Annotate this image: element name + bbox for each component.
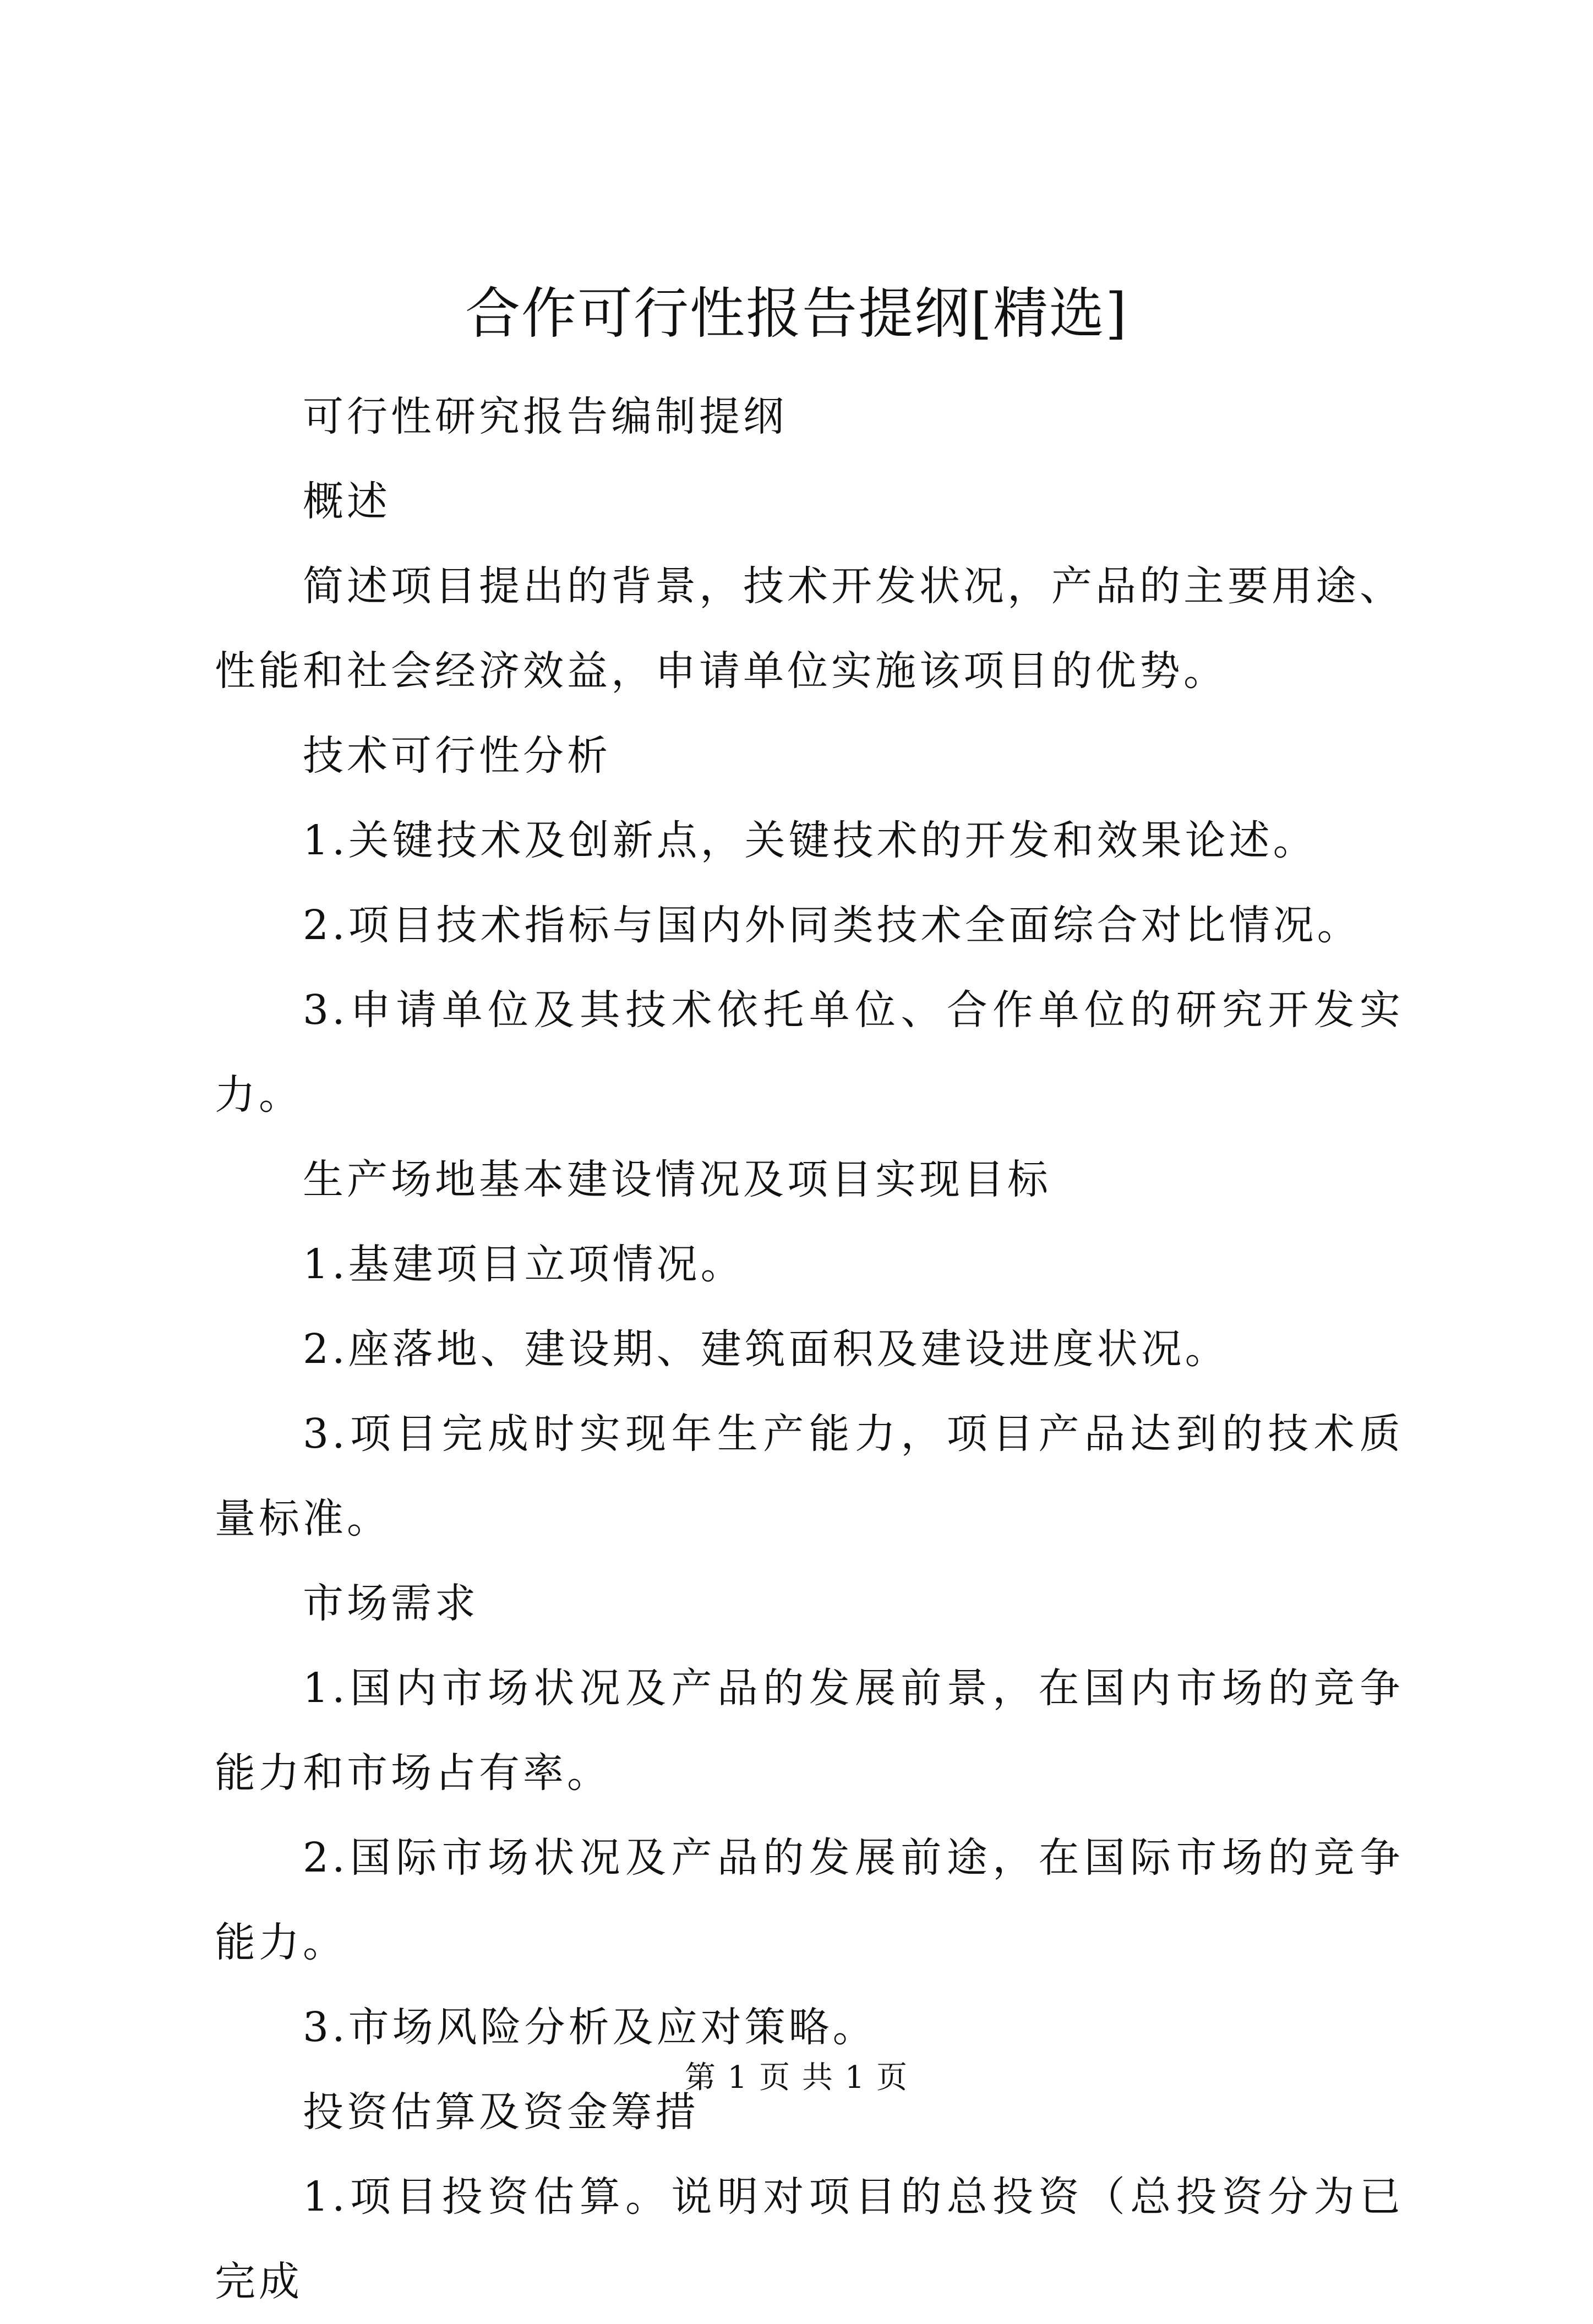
section-heading: 技术可行性分析 — [303, 732, 611, 779]
document-body — [215, 374, 1404, 2324]
list-item: 3.申请单位及其技术依托单位、合作单位的研究开发实力。 — [215, 986, 1404, 1119]
section-heading: 概述 — [303, 478, 391, 525]
list-item: 1.项目投资估算。说明对项目的总投资（总投资分为已完成 — [215, 2173, 1404, 2305]
section-heading: 生产场地基本建设情况及项目实现目标 — [303, 1156, 1051, 1203]
page-footer: 第 1 页 共 1 页 — [684, 2060, 909, 2096]
list-item: 1.国内市场状况及产品的发展前景，在国内市场的竞争能力和市场占有率。 — [215, 1665, 1404, 1797]
list-item: 2.国际市场状况及产品的发展前途，在国际市场的竞争能力。 — [215, 1834, 1404, 1966]
section-heading: 市场需求 — [303, 1580, 479, 1627]
list-item: 1.基建项目立项情况。 — [303, 1241, 745, 1288]
document-title: 合作可行性报告提纲[精选] — [465, 281, 1128, 346]
paragraph: 简述项目提出的背景，技术开发状况，产品的主要用途、性能和社会经济效益，申请单位实施该项目的优势。 — [215, 563, 1404, 695]
list-item: 1.关键技术及创新点，关键技术的开发和效果论述。 — [303, 817, 1317, 864]
list-item: 2.座落地、建设期、建筑面积及建设进度状况。 — [303, 1325, 1229, 1373]
list-item: 3.市场风险分析及应对策略。 — [303, 2004, 877, 2051]
paragraph: 可行性研究报告编制提纲 — [303, 393, 787, 440]
list-item: 3.项目完成时实现年生产能力，项目产品达到的技术质量标准。 — [215, 1410, 1404, 1542]
section-heading: 投资估算及资金筹措 — [303, 2088, 699, 2136]
list-item: 2.项目技术指标与国内外同类技术全面综合对比情况。 — [303, 902, 1361, 949]
